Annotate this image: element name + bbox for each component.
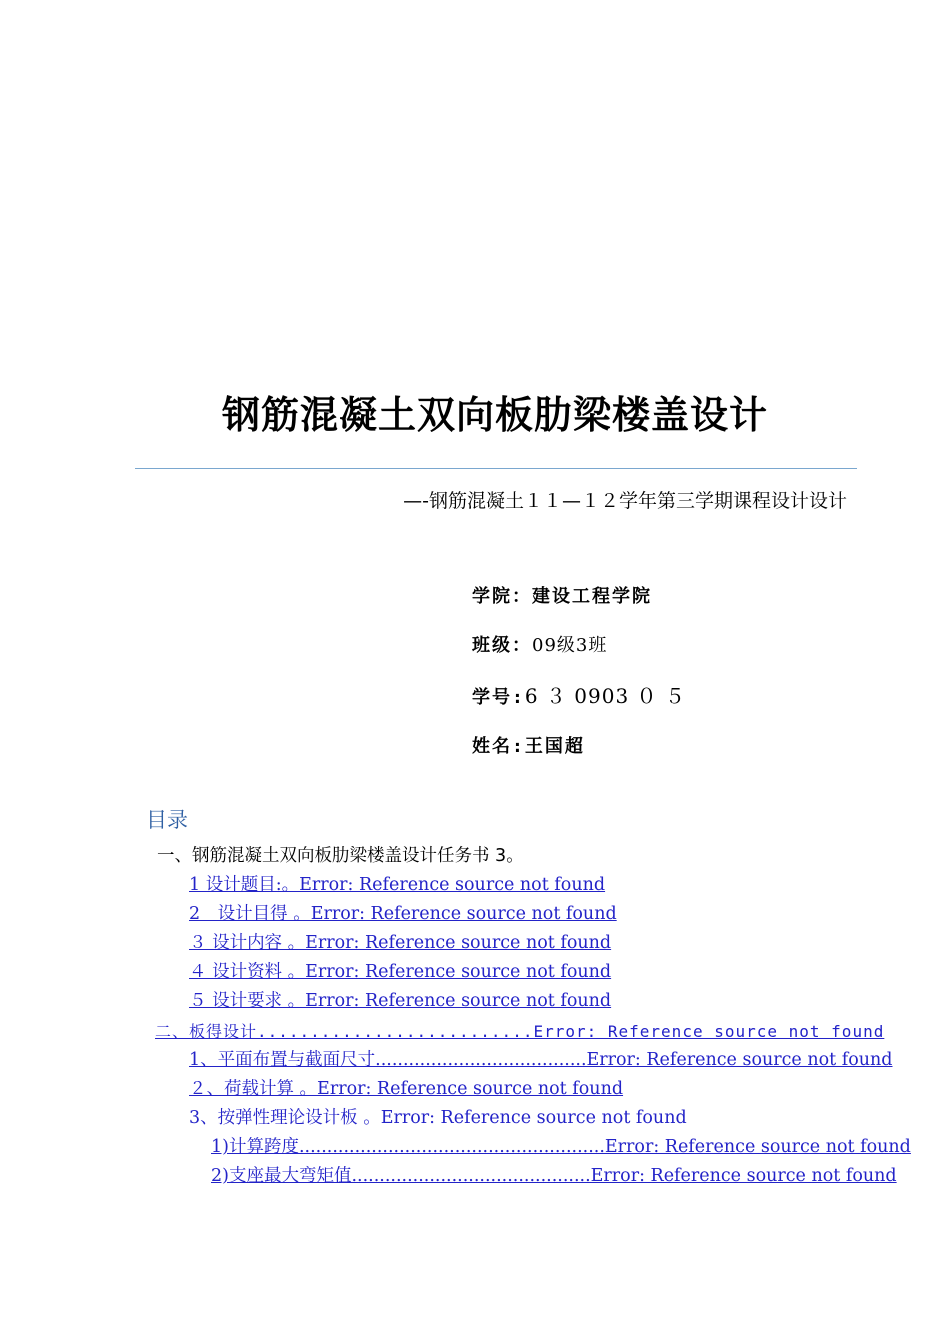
info-label: 班级： (472, 635, 532, 656)
info-college (472, 582, 652, 608)
info-label: 学号: (472, 687, 525, 708)
toc-entry[interactable]: ２、荷载计算 。Error: Reference source not found (189, 1079, 624, 1099)
toc-entry[interactable]: 3、按弹性理论设计板 。Error: Reference source not found (189, 1108, 687, 1128)
info-label: 姓名: (472, 736, 525, 757)
info-label: 学院： (472, 586, 532, 607)
toc-entry[interactable]: 1 设计题目:。Error: Reference source not found (189, 875, 606, 895)
toc-entry[interactable]: 2)支座最大弯矩值...........................................Error: Reference source not found (211, 1166, 897, 1186)
toc-entry[interactable]: 2 设计目得 。Error: Reference source not found (189, 904, 617, 924)
toc-heading: 目录 (146, 808, 188, 832)
toc-entry[interactable]: ３ 设计内容 。Error: Reference source not found (189, 933, 612, 953)
toc-entry[interactable]: 二、板得设计..........................Error: Reference source not found (155, 1022, 885, 1041)
toc-entry: 一、钢筋混凝土双向板肋梁楼盖设计任务书 3。 (157, 846, 524, 866)
toc-entry[interactable]: 1)计算跨度.......................................................Error: Reference source not found (211, 1137, 911, 1157)
info-value: 建设工程学院 (532, 586, 652, 607)
title-divider (135, 468, 857, 469)
info-name (472, 732, 585, 758)
info-value: 6 ３ 0903 ０ ５ (524, 684, 686, 708)
info-student-id (472, 680, 686, 709)
toc-entry[interactable]: ４ 设计资料 。Error: Reference source not found (189, 962, 612, 982)
document-title: 钢筋混凝土双向板肋梁楼盖设计 (221, 392, 768, 437)
toc-entry[interactable]: 1、平面布置与截面尺寸......................................Error: Reference source not found (189, 1050, 893, 1070)
info-value: 09级3班 (532, 635, 608, 656)
info-class (472, 631, 607, 657)
info-value: 王国超 (524, 736, 585, 757)
toc-entry[interactable]: ５ 设计要求 。Error: Reference source not found (189, 991, 612, 1011)
document-subtitle: —-钢筋混凝土１１—１２学年第三学期课程设计设计 (403, 490, 847, 512)
